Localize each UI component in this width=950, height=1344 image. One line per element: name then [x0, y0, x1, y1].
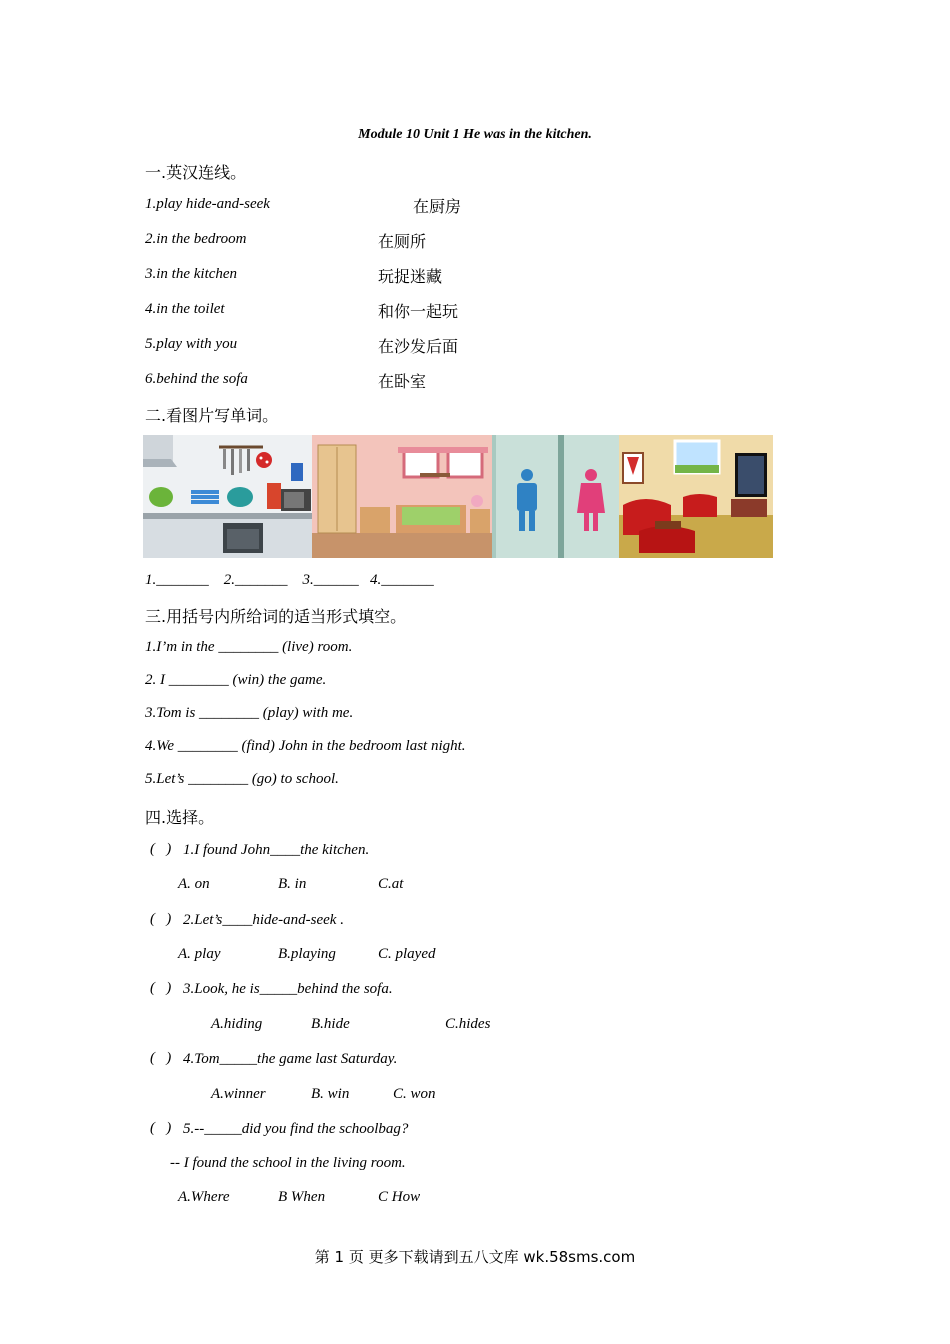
- answer-paren-4: ( ): [150, 1050, 172, 1066]
- option-2a: A. play: [178, 946, 221, 962]
- match-left-1: 1.play hide-and-seek: [145, 196, 270, 212]
- match-left-3: 3.in the kitchen: [145, 266, 238, 282]
- section2-heading: 二.看图片写单词。: [145, 406, 279, 425]
- option-4a: A.winner: [211, 1086, 266, 1102]
- option-4b: B. win: [311, 1086, 350, 1102]
- match-left-6: 6.behind the sofa: [145, 371, 248, 387]
- answer-paren-2: ( ): [150, 911, 172, 927]
- question-3: 3.Look, he is_____behind the sofa.: [183, 981, 393, 997]
- match-left-4: 4.in the toilet: [145, 301, 225, 317]
- fill-item-2: 2. I ________ (win) the game.: [145, 672, 327, 688]
- match-right-3: 玩捉迷藏: [378, 267, 443, 286]
- match-right-1: 在厨房: [413, 197, 462, 216]
- option-3c: C.hides: [445, 1016, 491, 1032]
- option-4c: C. won: [393, 1086, 436, 1102]
- room-pictures: [143, 435, 773, 558]
- option-3a: A.hiding: [211, 1016, 263, 1032]
- option-5a: A.Where: [178, 1189, 230, 1205]
- question-5-answer: -- I found the school in the living room.: [170, 1155, 406, 1171]
- question-1: 1.I found John____the kitchen.: [183, 842, 370, 858]
- option-1b: B. in: [278, 876, 307, 892]
- match-right-6: 在卧室: [378, 372, 427, 391]
- match-right-5: 在沙发后面: [378, 337, 459, 356]
- option-2c: C. played: [378, 946, 436, 962]
- section4-heading: 四.选择。: [145, 808, 215, 827]
- match-right-2: 在厕所: [378, 232, 427, 251]
- fill-item-4: 4.We ________ (find) John in the bedroom last night.: [145, 738, 466, 754]
- option-3b: B.hide: [311, 1016, 350, 1032]
- answer-paren-5: ( ): [150, 1120, 172, 1136]
- kitchen-picture: [143, 435, 312, 558]
- question-2: 2.Let’s____hide-and-seek .: [183, 912, 344, 928]
- option-2b: B.playing: [278, 946, 336, 962]
- picture-blanks: 1._______ 2._______ 3.______ 4._______: [145, 572, 434, 588]
- living-room-picture: [619, 435, 773, 558]
- question-4: 4.Tom_____the game last Saturday.: [183, 1051, 398, 1067]
- toilet-picture: [492, 435, 619, 558]
- page-title: Module 10 Unit 1 He was in the kitchen.: [358, 127, 592, 142]
- match-left-2: 2.in the bedroom: [145, 231, 247, 247]
- page-footer: 第 1 页 更多下载请到五八文库 wk.58sms.com: [314, 1248, 636, 1266]
- option-5b: B When: [278, 1189, 326, 1205]
- option-1a: A. on: [178, 876, 210, 892]
- section3-heading: 三.用括号内所给词的适当形式填空。: [145, 607, 407, 626]
- match-right-4: 和你一起玩: [378, 302, 459, 321]
- fill-item-1: 1.I’m in the ________ (live) room.: [145, 639, 353, 655]
- fill-item-5: 5.Let’s ________ (go) to school.: [145, 771, 339, 787]
- answer-paren-1: ( ): [150, 841, 172, 857]
- section1-heading: 一.英汉连线。: [145, 163, 247, 182]
- bedroom-picture: [312, 435, 492, 558]
- answer-paren-3: ( ): [150, 980, 172, 996]
- fill-item-3: 3.Tom is ________ (play) with me.: [145, 705, 354, 721]
- match-left-5: 5.play with you: [145, 336, 238, 352]
- option-1c: C.at: [378, 876, 404, 892]
- option-5c: C How: [378, 1189, 421, 1205]
- question-5: 5.--_____did you find the schoolbag?: [183, 1121, 409, 1137]
